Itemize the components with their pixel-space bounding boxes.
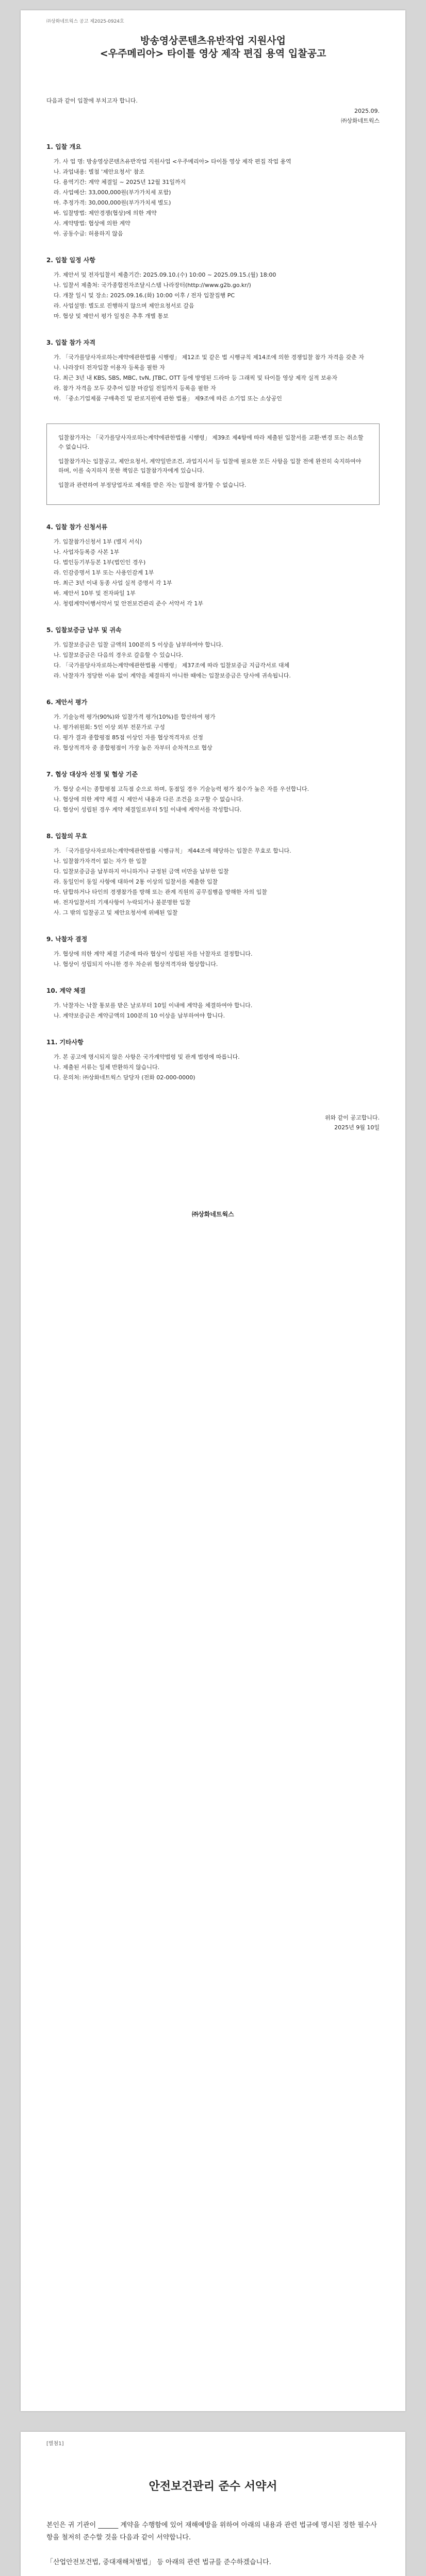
announcement-date: 2025.09. (354, 108, 380, 114)
safety-pledge-page (21, 2432, 405, 2576)
announcement-org: ㈜상화네트웍스 (341, 117, 380, 124)
notice-box (46, 423, 380, 505)
section-item: 마. 협상 및 제안서 평가 일정은 추후 개별 통보 (54, 313, 169, 319)
pledge-quote: 「산업안전보건법, 중대재해처벌법」 등 아래의 관련 법규를 준수하겠습니다. (46, 2558, 271, 2566)
section-item: 나. 과업내용: 별첨 '제안요청서' 참조 (54, 168, 144, 175)
section-item: 라. 인감증명서 1부 또는 사용인감계 1부 (54, 569, 154, 576)
announcement-page (21, 10, 405, 2411)
document-title (46, 35, 380, 60)
notice-line: 입찰참가자는 입찰공고, 제안요청서, 계약일반조건, 과업지시서 등 입찰에 필요한 모든 사항을 입찰 전에 완전히 숙지하여야 하며, 이를 숙지하지 못한 책임은 입찰참가자에게 있습니다. (58, 458, 362, 474)
section-item: 나. 계약보증금은 계약금액의 100분의 10 이상을 납부하여야 합니다. (54, 1012, 225, 1019)
pledge-title: 안전보건관리 준수 서약서 (149, 2480, 277, 2493)
section-item: 다. 「국가를당사자로하는계약에관한법률 시행령」 제37조에 따라 입찰보증금 지급각서로 대체 (54, 662, 290, 669)
attachment-label: [별첨1] (46, 2441, 64, 2447)
title-line-2: <우주메리아> 타이틀 영상 제작 편집 용역 입찰공고 (100, 48, 326, 59)
section-title: 11. 기타사항 (46, 1039, 84, 1046)
section-item: 다. 용역기간: 계약 체결일 ~ 2025년 12월 31일까지 (54, 179, 186, 185)
section-item: 가. 협상에 의한 계약 체결 기준에 따라 협상이 성립된 자를 낙찰자로 결정합니다. (54, 951, 253, 957)
section-title: 1. 입찰 개요 (46, 143, 81, 150)
intro-text: 다음과 같이 입찰에 부치고자 합니다. (46, 97, 138, 104)
section-item: 다. 개찰 일시 및 장소: 2025.09.16.(화) 10:00 이후 / 전자 입찰집행 PC (54, 292, 235, 299)
section-item: 마. 추정가격: 30,000,000원(부가가치세 별도) (54, 199, 171, 206)
section-title: 7. 협상 대상자 선정 및 협상 기준 (46, 771, 138, 778)
section-item: 마. 「중소기업제품 구매촉진 및 판로지원에 관한 법률」 제9조에 따른 소기업 또는 소상공인 (54, 395, 282, 402)
section-item: 사. 계약방법: 협상에 의한 계약 (54, 220, 130, 227)
section-item: 다. 평가 결과 종합평점 85점 이상인 자를 협상적격자로 선정 (54, 734, 203, 741)
pledge-body: 본인은 귀 기관이 ______ 계약을 수행함에 있어 재해예방을 위하여 아래의 내용과 관련 법규에 명시된 정한 필수사항을 철저히 준수할 것을 다음과 같이 서약합니다. (46, 2521, 377, 2541)
section-item: 나. 입찰서 제출처: 국가종합전자조달시스템 나라장터(http://www.g2b.go.kr/) (54, 282, 251, 289)
section (46, 770, 380, 814)
section-item: 나. 사업자등록증 사본 1부 (54, 549, 120, 555)
section-item: 사. 청렴계약이행서약서 및 안전보건관리 준수 서약서 각 1부 (54, 600, 203, 607)
section-item: 라. 낙찰자가 정당한 이유 없이 계약을 체결하지 아니한 때에는 입찰보증금은 당사에 귀속됩니다. (54, 672, 291, 679)
section-item: 가. 본 공고에 명시되지 않은 사항은 국가계약법령 및 관계 법령에 따릅니다. (54, 1054, 240, 1060)
section-item: 가. 제안서 및 전자입찰서 제출기간: 2025.09.10.(수) 10:00 ~ 2025.09.15.(월) 18:00 (54, 272, 276, 278)
section-item: 다. 최근 3년 내 KBS, SBS, MBC, tvN, JTBC, OTT 등에 방영된 드라마 등 그래픽 및 타이틀 영상 제작 실적 보유자 (54, 375, 338, 381)
section (46, 698, 380, 752)
closing-line: 위와 같이 공고합니다. (324, 1114, 380, 1121)
section-item: 바. 전자입찰서의 기재사항이 누락되거나 불분명한 입찰 (54, 899, 191, 906)
section-item: 사. 그 밖의 입찰공고 및 제안요청서에 위배된 입찰 (54, 909, 178, 916)
section-item: 가. 협상 순서는 종합평점 고득점 순으로 하며, 동점일 경우 기술능력 평가 점수가 높은 자를 우선합니다. (54, 786, 309, 792)
section-item: 마. 최근 3년 이내 동종 사업 실적 증명서 각 1부 (54, 580, 172, 586)
section-item: 바. 입찰방법: 제안경쟁(협상)에 의한 계약 (54, 210, 157, 216)
section-item: 아. 공동수급: 허용하지 않음 (54, 230, 123, 237)
section-item: 가. 「국가를당사자로하는계약에관한법률 시행령」 제12조 및 같은 법 시행규칙 제14조에 의한 경쟁입찰 참가 자격을 갖춘 자 (54, 354, 364, 361)
section-title: 8. 입찰의 무효 (46, 833, 88, 840)
section-item: 나. 제출된 서류는 일체 반환하지 않습니다. (54, 1064, 160, 1071)
section-item: 가. 낙찰자는 낙찰 통보를 받은 날로부터 10일 이내에 계약을 체결하여야 합니다. (54, 1002, 253, 1009)
section-title: 5. 입찰보증금 납부 및 귀속 (46, 626, 122, 634)
section-item: 나. 입찰참가자격이 없는 자가 한 입찰 (54, 858, 147, 865)
section-item: 가. 기술능력 평가(90%)와 입찰가격 평가(10%)를 합산하여 평가 (54, 714, 216, 720)
section (46, 986, 380, 1020)
document-number: ㈜상화네트웍스 공고 제2025-0924호 (46, 19, 124, 24)
section (46, 142, 380, 238)
section (46, 522, 380, 608)
section-item: 나. 나라장터 전자입찰 이용자 등록을 필한 자 (54, 364, 165, 371)
section-item: 가. 입찰보증금은 입찰 금액의 100분의 5 이상을 납부하여야 합니다. (54, 641, 223, 648)
section-item: 가. 「국가를당사자로하는계약에관한법률 시행규칙」 제44조에 해당하는 입찰은 무효로 합니다. (54, 848, 291, 854)
section-item: 나. 평가위원회: 5인 이상 외부 전문가로 구성 (54, 724, 165, 731)
section-item: 라. 참가 자격을 모두 갖추어 입찰 마감일 전일까지 등록을 필한 자 (54, 385, 216, 392)
section (46, 256, 380, 320)
section-item: 다. 협상이 성립된 경우 계약 체결일로부터 5일 이내에 계약서를 작성합니다. (54, 806, 242, 813)
section (46, 832, 380, 917)
notice-line: 입찰참가자는 「국가를당사자로하는계약에관한법률 시행령」 제39조 제4항에 따라 제출된 입찰서를 교환·변경 또는 취소할 수 없습니다. (58, 434, 364, 450)
signing-organization: ㈜상화네트웍스 (192, 1211, 234, 1218)
section-item: 마. 담합하거나 타인의 경쟁참가를 방해 또는 관계 직원의 공무집행을 방해한 자의 입찰 (54, 889, 267, 895)
section (46, 1038, 380, 1082)
section-item: 다. 문의처: ㈜상화네트웍스 담당자 (전화 02-000-0000) (54, 1074, 195, 1081)
section (46, 625, 380, 680)
section-item: 다. 법인등기부등본 1부(법인인 경우) (54, 559, 146, 566)
section-title: 9. 낙찰자 결정 (46, 936, 88, 943)
section-title: 6. 제안서 평가 (46, 699, 88, 706)
section-item: 가. 사 업 명: 방송영상콘텐츠유반작업 지원사업 <우주메리아> 타이틀 영상 제작 편집 작업 용역 (54, 158, 291, 165)
section-item: 라. 협상적격자 중 종합평점이 가장 높은 자부터 순차적으로 협상 (54, 744, 212, 751)
section (46, 338, 380, 403)
section-title: 2. 입찰 일정 사항 (46, 257, 95, 264)
section-title: 3. 입찰 참가 자격 (46, 339, 95, 346)
section (46, 935, 380, 969)
section-title: 10. 계약 체결 (46, 987, 86, 994)
section-item: 라. 사업설명: 별도로 진행하지 않으며 제안요청서로 갈음 (54, 302, 194, 309)
section-item: 라. 동일인이 동일 사항에 대하여 2통 이상의 입찰서를 제출한 입찰 (54, 878, 218, 885)
section-item: 바. 제안서 10부 및 전자파일 1부 (54, 590, 136, 597)
section-title: 4. 입찰 참가 신청서류 (46, 523, 108, 531)
closing-date: 2025년 9월 10일 (334, 1124, 380, 1131)
section-item: 나. 협상이 성립되지 아니한 경우 차순위 협상적격자와 협상합니다. (54, 961, 218, 968)
closing-block (46, 1113, 380, 1132)
section-item: 나. 협상에 의한 계약 체결 시 제안서 내용과 다른 조건을 요구할 수 없습니다. (54, 796, 243, 803)
notice-line: 입찰과 관련하여 부정당업자로 제재를 받은 자는 입찰에 참가할 수 없습니다. (58, 482, 247, 488)
section-item: 다. 입찰보증금을 납부하지 아니하거나 규정된 금액 미만을 납부한 입찰 (54, 868, 229, 875)
section-item: 가. 입찰참가신청서 1부 (별지 서식) (54, 538, 142, 545)
sections-container (46, 142, 380, 1082)
section-item: 라. 사업예산: 33,000,000원(부가가치세 포함) (54, 189, 171, 196)
title-line-1: 방송영상콘텐츠유반작업 지원사업 (140, 35, 286, 46)
section-item: 나. 입찰보증금은 다음의 경우로 갈음할 수 있습니다. (54, 652, 184, 658)
